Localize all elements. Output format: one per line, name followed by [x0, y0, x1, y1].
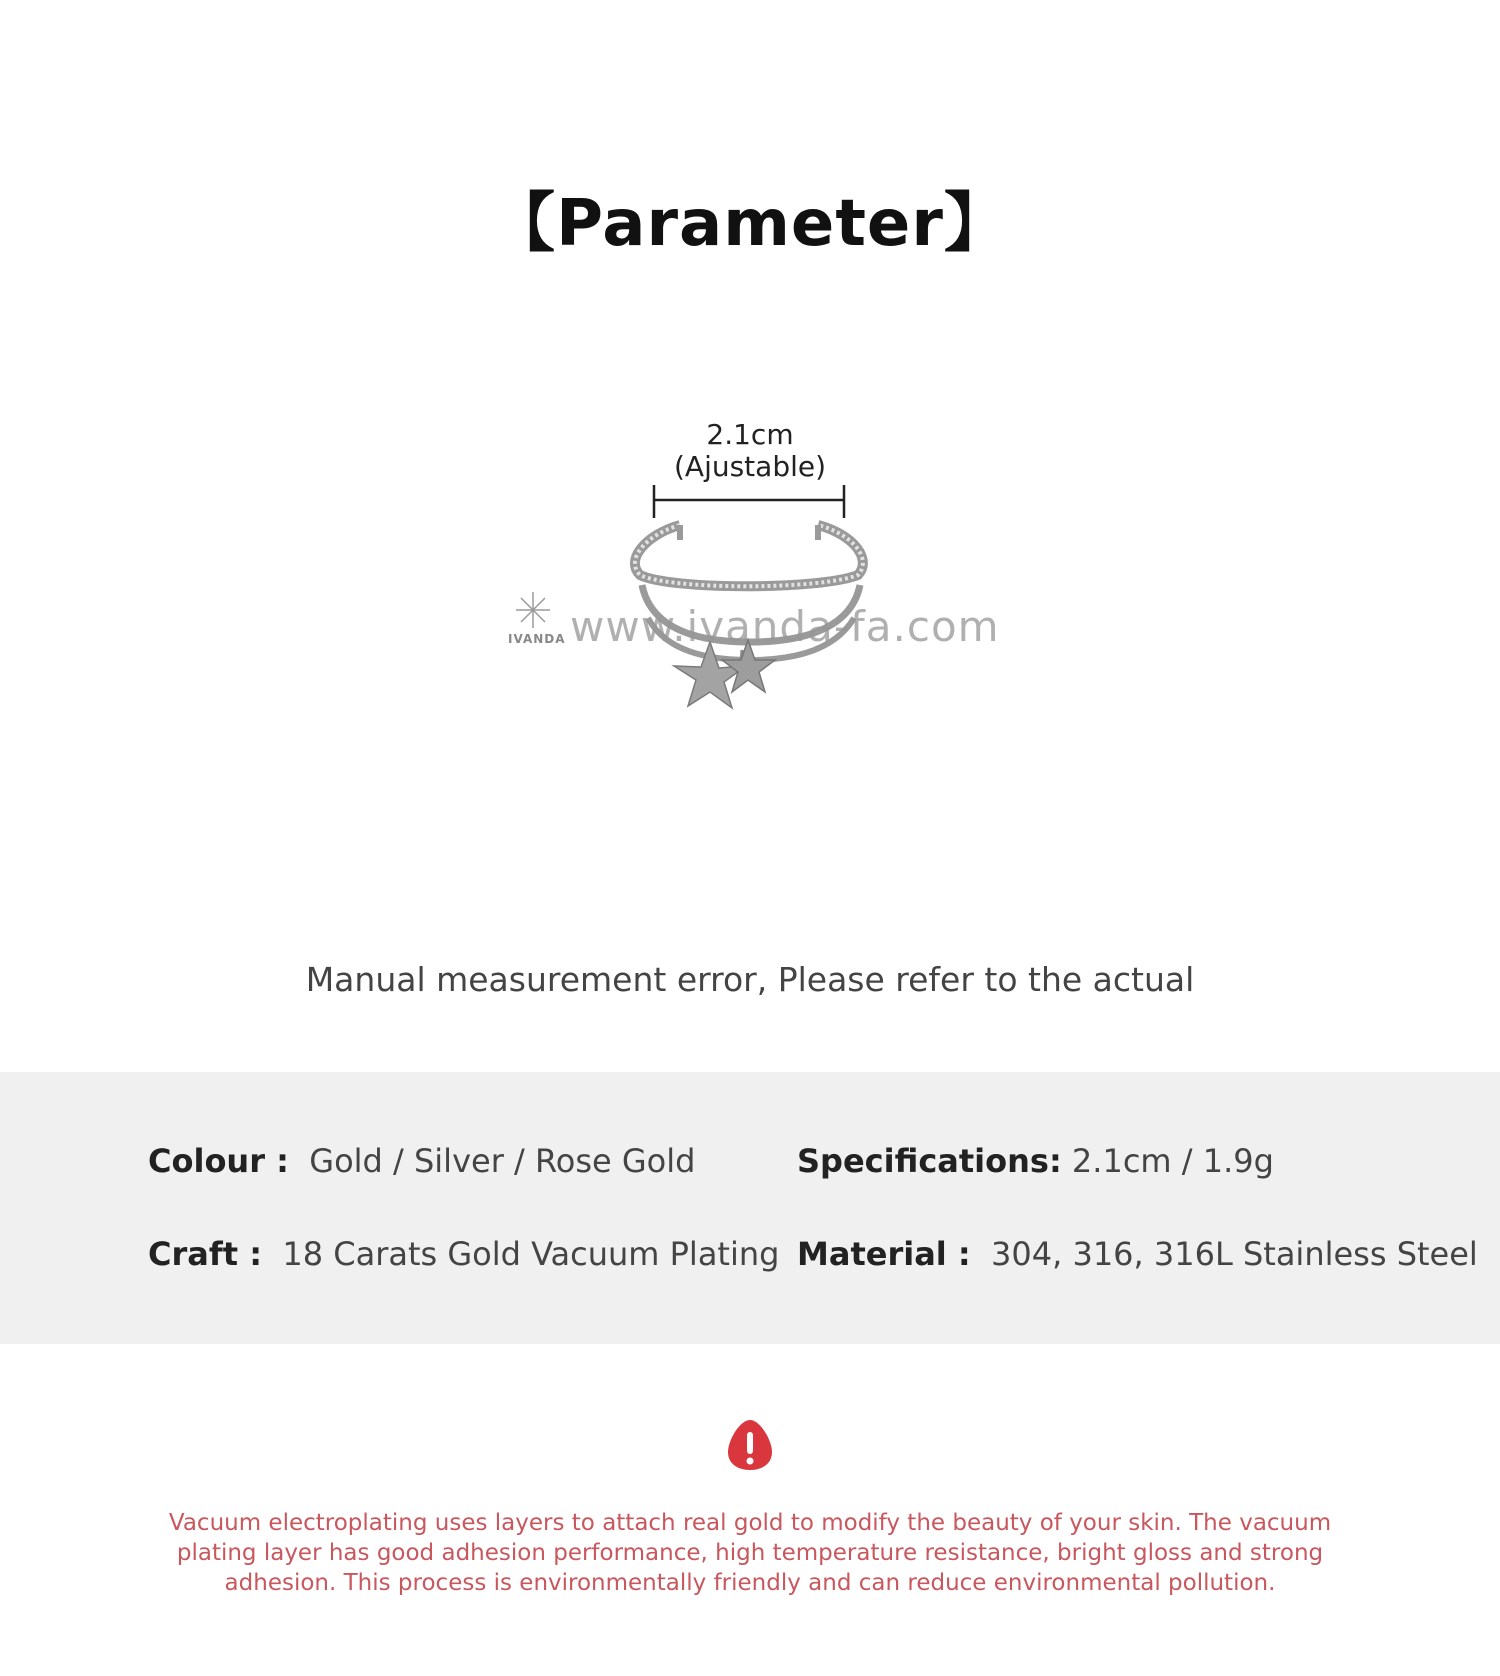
spec-colour-value: Gold / Silver / Rose Gold — [309, 1142, 696, 1180]
spec-colour-label: Colour : — [148, 1142, 289, 1180]
dimension-note: (Ajustable) — [673, 450, 827, 483]
product-figure — [500, 410, 1000, 770]
spec-material-value: 304, 316, 316L Stainless Steel — [991, 1235, 1478, 1273]
page-title: 【Parameter】 — [491, 187, 1009, 261]
spec-colour — [148, 1142, 695, 1180]
spec-specifications-value: 2.1cm / 1.9g — [1071, 1142, 1274, 1180]
sparkle-icon — [508, 588, 558, 632]
dimension-bracket — [654, 485, 844, 518]
watermark-logo — [508, 588, 566, 648]
spec-specifications — [797, 1142, 1274, 1180]
watermark-brand: IVANDA — [508, 632, 566, 646]
spec-craft-label: Craft : — [148, 1235, 263, 1273]
spec-material — [797, 1235, 1478, 1273]
spec-craft-value: 18 Carats Gold Vacuum Plating — [282, 1235, 780, 1273]
measurement-note: Manual measurement error, Please refer to the actual — [305, 960, 1195, 999]
spec-material-label: Material : — [797, 1235, 971, 1273]
spec-panel — [0, 1072, 1500, 1344]
spec-specifications-label: Specifications: — [797, 1142, 1062, 1180]
dimension-value: 2.1cm — [706, 418, 794, 451]
plating-warning-text: Vacuum electroplating uses layers to attach real gold to modify the beauty of your skin. The vacuum plating layer has good adhesion performance, high temperature resistance, bright gloss and strong adhesion. This process is environmentally friendly and can reduce environmental pollution. — [168, 1510, 1332, 1596]
spec-craft — [148, 1235, 779, 1273]
watermark-url: www.ivanda-fa.com — [570, 602, 1000, 651]
exclamation-icon — [726, 1418, 774, 1476]
